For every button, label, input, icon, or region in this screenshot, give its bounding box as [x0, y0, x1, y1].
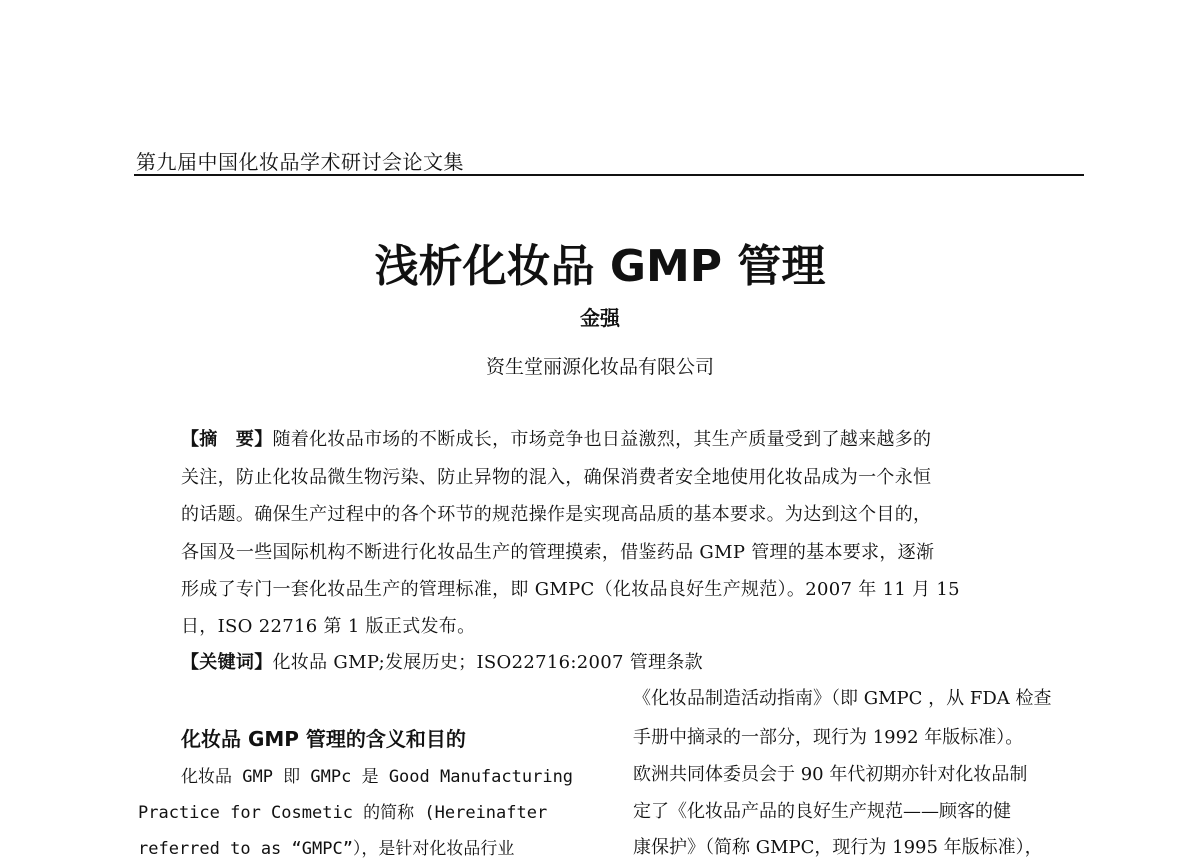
abstract-text: 随着化妆品市场的不断成长，市场竞争也日益激烈，其生产质量受到了越来越多的 — [272, 429, 932, 450]
abstract-label: 【摘 要】 — [181, 429, 273, 450]
abstract-line: 日，ISO 22716 第 1 版正式发布。 — [181, 616, 476, 637]
abstract-line — [181, 425, 931, 451]
body-left-line: Practice for Cosmetic 的简称 (Hereinafter — [138, 803, 548, 823]
author-name: 金强 — [580, 306, 620, 330]
abstract-line: 的话题。确保生产过程中的各个环节的规范操作是实现高品质的基本要求。为达到这个目的， — [181, 504, 932, 525]
keywords-text: 化妆品 GMP;发展历史；ISO22716:2007 管理条款 — [272, 652, 703, 673]
abstract-line: 关注，防止化妆品微生物污染、防止异物的混入，确保消费者安全地使用化妆品成为一个永恒 — [181, 467, 932, 488]
abstract-line: 各国及一些国际机构不断进行化妆品生产的管理摸索，借鉴药品 GMP 管理的基本要求，逐渐 — [181, 542, 935, 563]
body-right-line: 定了《化妆品产品的良好生产规范——顾客的健 — [633, 801, 1011, 822]
body-right-line: 欧洲共同体委员会于 90 年代初期亦针对化妆品制 — [633, 764, 1028, 785]
header-rule — [134, 174, 1084, 176]
body-left-line: 化妆品 GMP 即 GMPc 是 Good Manufacturing — [181, 767, 574, 787]
body-right-line: 手册中摘录的一部分，现行为 1992 年版标准）。 — [633, 727, 1024, 748]
body-left-line: referred to as “GMPC”），是针对化妆品行业 — [138, 839, 515, 859]
section-heading: 化妆品 GMP 管理的含义和目的 — [181, 727, 466, 751]
keywords-line — [181, 648, 703, 674]
keywords-label: 【关键词】 — [181, 652, 273, 673]
running-head: 第九届中国化妆品学术研讨会论文集 — [136, 150, 464, 174]
body-right-line: 康保护》（简称 GMPC，现行为 1995 年版标准）， — [633, 837, 1043, 858]
abstract-line: 形成了专门一套化妆品生产的管理标准，即 GMPC（化妆品良好生产规范）。2007 年 11 月 15 — [181, 579, 960, 600]
author-affiliation: 资生堂丽源化妆品有限公司 — [485, 356, 714, 378]
body-right-line: 《化妆品制造活动指南》（即 GMPC ，从 FDA 检查 — [633, 688, 1052, 709]
paper-title: 浅析化妆品 GMP 管理 — [374, 241, 826, 292]
